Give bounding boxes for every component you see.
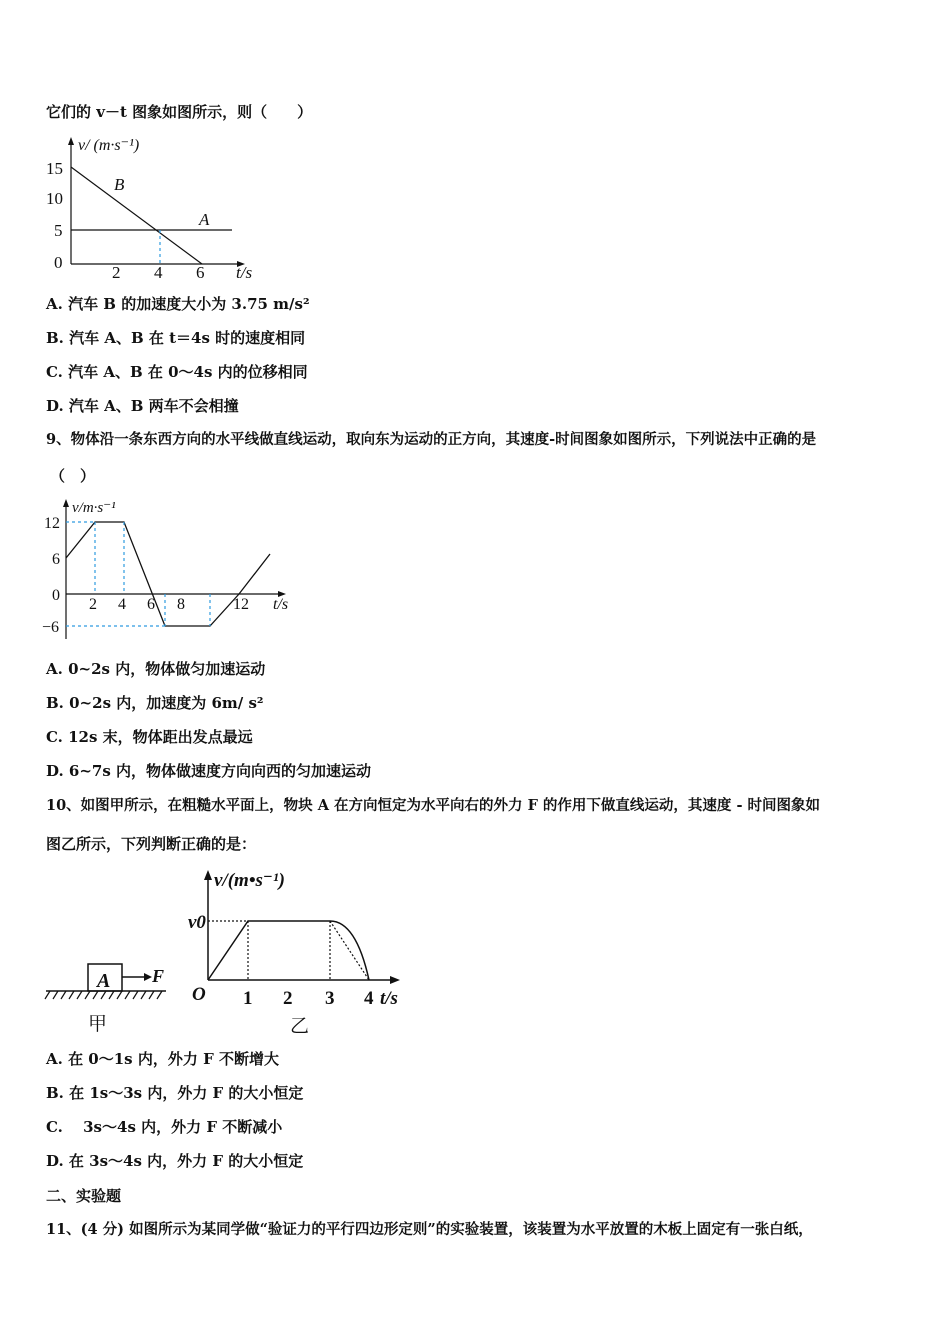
y-tick: 10 — [46, 189, 63, 208]
y-tick: −6 — [42, 619, 60, 636]
y-axis-label: v/m·s⁻¹ — [72, 500, 116, 516]
v0-label: v0 — [188, 912, 206, 933]
q10-stem-line2: 图乙所示，下列判断正确的是： — [46, 835, 257, 853]
ground-hatch — [45, 991, 162, 999]
y-tick: 6 — [52, 551, 60, 568]
figure-caption: 乙 — [290, 1016, 310, 1037]
q8-option-b: B. 汽车 A、B 在 t＝4s 时的速度相同 — [46, 329, 306, 347]
q9-blank: （ ） — [50, 467, 96, 485]
y-tick: 0 — [52, 587, 60, 604]
y-tick: 0 — [54, 253, 63, 272]
q9-option-b: B. 0~2s 内，加速度为 6m/ s² — [46, 694, 264, 712]
q9-option-a: A. 0~2s 内，物体做匀加速运动 — [46, 660, 266, 678]
x-tick: 4 — [364, 988, 374, 1009]
y-axis-label: v/(m•s⁻¹) — [214, 870, 285, 891]
series-label-a: A — [199, 210, 210, 229]
q10-option-b: B. 在 1s～3s 内，外力 F 的大小恒定 — [46, 1084, 304, 1102]
block-label: A — [97, 970, 111, 992]
x-tick: 2 — [89, 596, 97, 613]
velocity-line — [208, 921, 330, 980]
x-tick: 1 — [243, 988, 253, 1009]
figure-caption: 甲 — [88, 1014, 108, 1035]
y-tick: 15 — [46, 159, 63, 178]
q10-option-c: C. 3s～4s 内，外力 F 不断减小 — [46, 1118, 283, 1136]
q9-stem: 9、物体沿一条东西方向的水平线做直线运动，取向东为运动的正方向，其速度-时间图象如图所示，下列说法中正确的是 — [46, 431, 817, 448]
section-heading: 二、实验题 — [46, 1187, 122, 1205]
x-axis-label: t/s — [380, 988, 398, 1009]
x-tick: 3 — [325, 988, 335, 1009]
q8-vt-graph — [44, 132, 274, 284]
x-tick: 4 — [118, 596, 126, 613]
q9-vt-graph — [42, 494, 302, 644]
question-intro-text: 它们的 v－t 图象如图所示，则（ ） — [46, 103, 313, 121]
x-tick: 2 — [112, 263, 121, 282]
q9-option-d: D. 6~7s 内，物体做速度方向向西的匀加速运动 — [46, 762, 372, 780]
force-label: F — [152, 966, 165, 986]
q9-option-c: C. 12s 末，物体距出发点最远 — [46, 728, 253, 746]
x-axis-label: t/s — [273, 596, 289, 613]
q10-stem-line1: 10、如图甲所示，在粗糙水平面上，物块 A 在方向恒定为水平向右的外力 F 的作用下做直线运动，其速度 - 时间图象如 — [46, 797, 821, 814]
q10-figure-yi — [186, 864, 408, 1038]
x-tick: 6 — [147, 596, 155, 613]
x-tick: 8 — [177, 596, 185, 613]
y-tick: 12 — [44, 515, 60, 532]
q10-option-a: A. 在 0～1s 内，外力 F 不断增大 — [46, 1050, 279, 1068]
q8-option-c: C. 汽车 A、B 在 0～4s 内的位移相同 — [46, 363, 308, 381]
q8-option-d: D. 汽车 A、B 两车不会相撞 — [46, 397, 239, 415]
x-tick: 12 — [233, 596, 249, 613]
y-axis-label: v/ (m·s⁻¹) — [78, 137, 140, 154]
line-b — [71, 167, 202, 264]
q11-stem: 11、(4 分) 如图所示为某同学做“验证力的平行四边形定则”的实验装置，该装置为水平放置的木板上固定有一张白纸， — [46, 1221, 813, 1238]
q10-figure-jia — [44, 958, 172, 1038]
q8-option-a: A. 汽车 B 的加速度大小为 3.75 m/s² — [46, 295, 310, 313]
x-axis-label: t/s — [236, 263, 253, 282]
series-label-b: B — [114, 175, 125, 194]
y-tick: 5 — [54, 221, 63, 240]
x-tick: 4 — [154, 263, 163, 282]
x-tick: 2 — [283, 988, 293, 1009]
x-tick: 6 — [196, 263, 205, 282]
q10-option-d: D. 在 3s～4s 内，外力 F 的大小恒定 — [46, 1152, 304, 1170]
origin-label: O — [192, 984, 206, 1005]
